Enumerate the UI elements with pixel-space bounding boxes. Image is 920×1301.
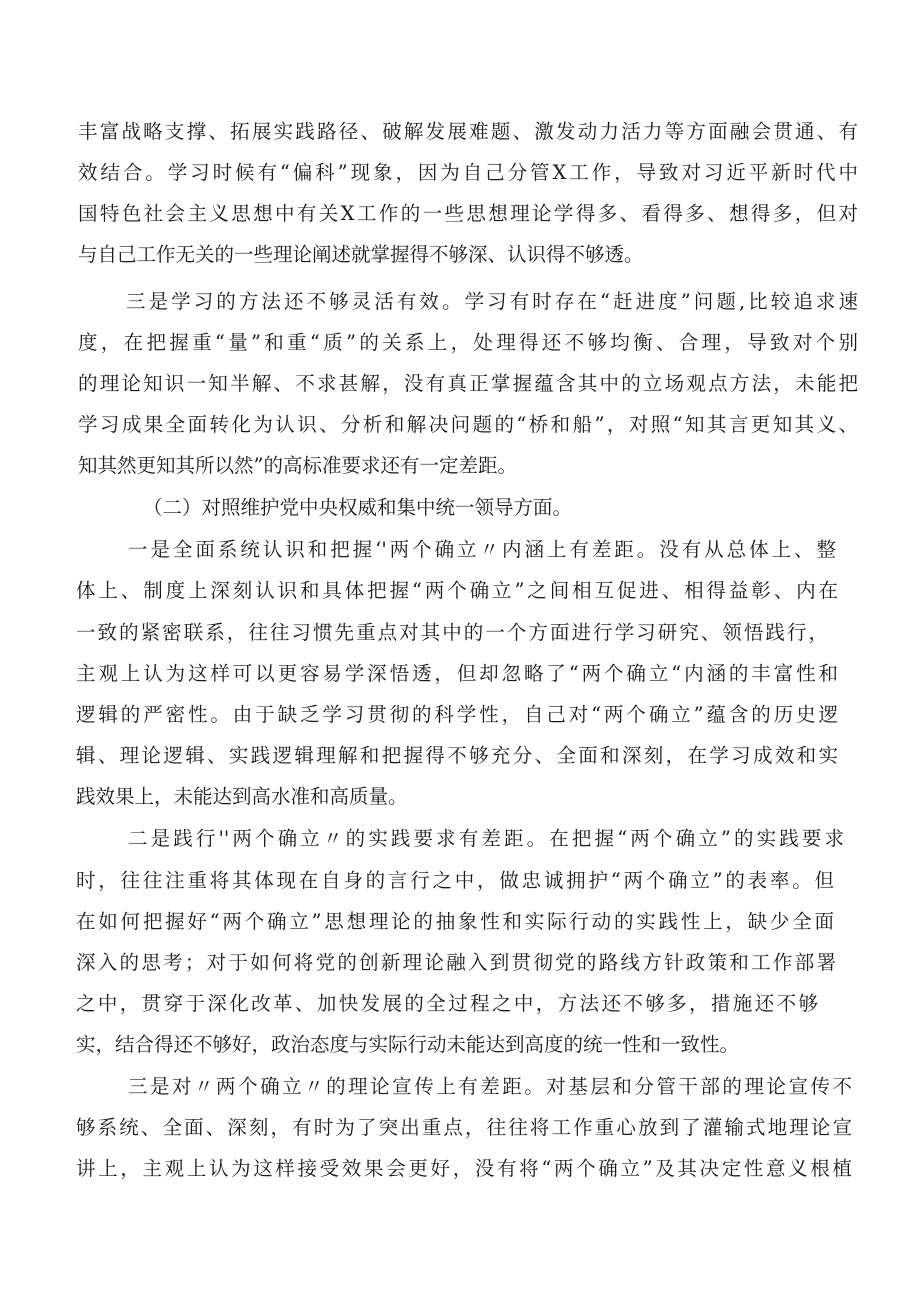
text-line: 效结合。学习时候有“偏科”现象，因为自己分管X工作，导致对习近平新时代中 xyxy=(78,161,858,184)
paragraph-first-line: 三是学习的方法还不够灵活有效。学习有时存在“赶进度”问题,比较追求速 xyxy=(126,290,858,313)
text-line: 之中，贯穿于深化改革、加快发展的全过程之中，方法还不够多，措施还不够 xyxy=(76,992,818,1015)
text-line: 时，往往注重将其体现在自身的言行之中，做忠诚拥护“两个确立”的表率。但 xyxy=(76,869,834,892)
paragraph-first-line: 一是全面系统认识和把握‘'两个确立〃内涵上有差距。没有从总体上、整 xyxy=(128,538,836,561)
text-line: 在如何把握好“两个确立”思想理论的抽象性和实际行动的实践性上，缺少全面 xyxy=(76,910,834,933)
text-line: 践效果上，未能达到高水准和高质量。 xyxy=(76,785,408,808)
paragraph-first-line: 二是践行''两个确立〃的实践要求有差距。在把握“两个确立”的实践要求 xyxy=(128,827,844,850)
text-line: 体上、制度上深刻认识和具体把握“两个确立”之间相互促进、相得益彰、内在 xyxy=(76,579,838,602)
text-line: 辑、理论逻辑、实践逻辑理解和把握得不够充分、全面和深刻，在学习成效和实 xyxy=(76,744,838,767)
text-line: 与自己工作无关的一些理论阐述就掌握得不够深、认识得不够透。 xyxy=(78,243,644,266)
text-line: 主观上认为这样可以更容易学深悟透，但却忽略了“两个确立“内涵的丰富性和 xyxy=(76,662,838,685)
text-line: 丰富战略支撑、拓展实践路径、破解发展难题、激发动力活力等方面融会贯通、有 xyxy=(78,120,858,143)
text-line: 一致的紧密联系，往往习惯先重点对其中的一个方面进行学习研究、领悟践行， xyxy=(76,621,828,644)
section-heading: （二）对照维护党中央权威和集中统一领导方面。 xyxy=(143,496,573,519)
text-line: 学习成果全面转化为认识、分析和解决问题的“桥和船”，对照“知其言更知其义、 xyxy=(78,413,858,436)
text-line: 的理论知识一知半解、不求甚解，没有真正掌握蕴含其中的立场观点方法，未能把 xyxy=(78,372,858,395)
text-line: 度，在把握重“量”和重“质”的关系上，处理得还不够均衡、合理，导致对个别 xyxy=(78,331,858,354)
text-line: 知其然更知其所以然”的高标准要求还有一定差距。 xyxy=(78,454,517,477)
text-line: 国特色社会主义思想中有关X工作的一些思想理论学得多、看得多、想得多，但对 xyxy=(78,202,858,225)
text-line: 深入的思考；对于如何将党的创新理论融入到贯彻党的路线方针政策和工作部署 xyxy=(76,951,836,974)
paragraph-first-line: 三是对〃两个确立〃的理论宣传上有差距。对基层和分管干部的理论宣传不 xyxy=(128,1075,852,1098)
text-line: 逻辑的严密性。由于缺乏学习贯彻的科学性，自己对“两个确立”蕴含的历史逻 xyxy=(76,703,838,726)
text-line: 讲上，主观上认为这样接受效果会更好，没有将“两个确立”及其决定性意义根植 xyxy=(76,1157,852,1180)
text-line: 够系统、全面、深刻，有时为了突出重点，往往将工作重心放到了灌输式地理论宣 xyxy=(76,1116,852,1139)
text-line: 实，结合得还不够好，政治态度与实际行动未能达到高度的统一性和一致性。 xyxy=(76,1033,740,1056)
